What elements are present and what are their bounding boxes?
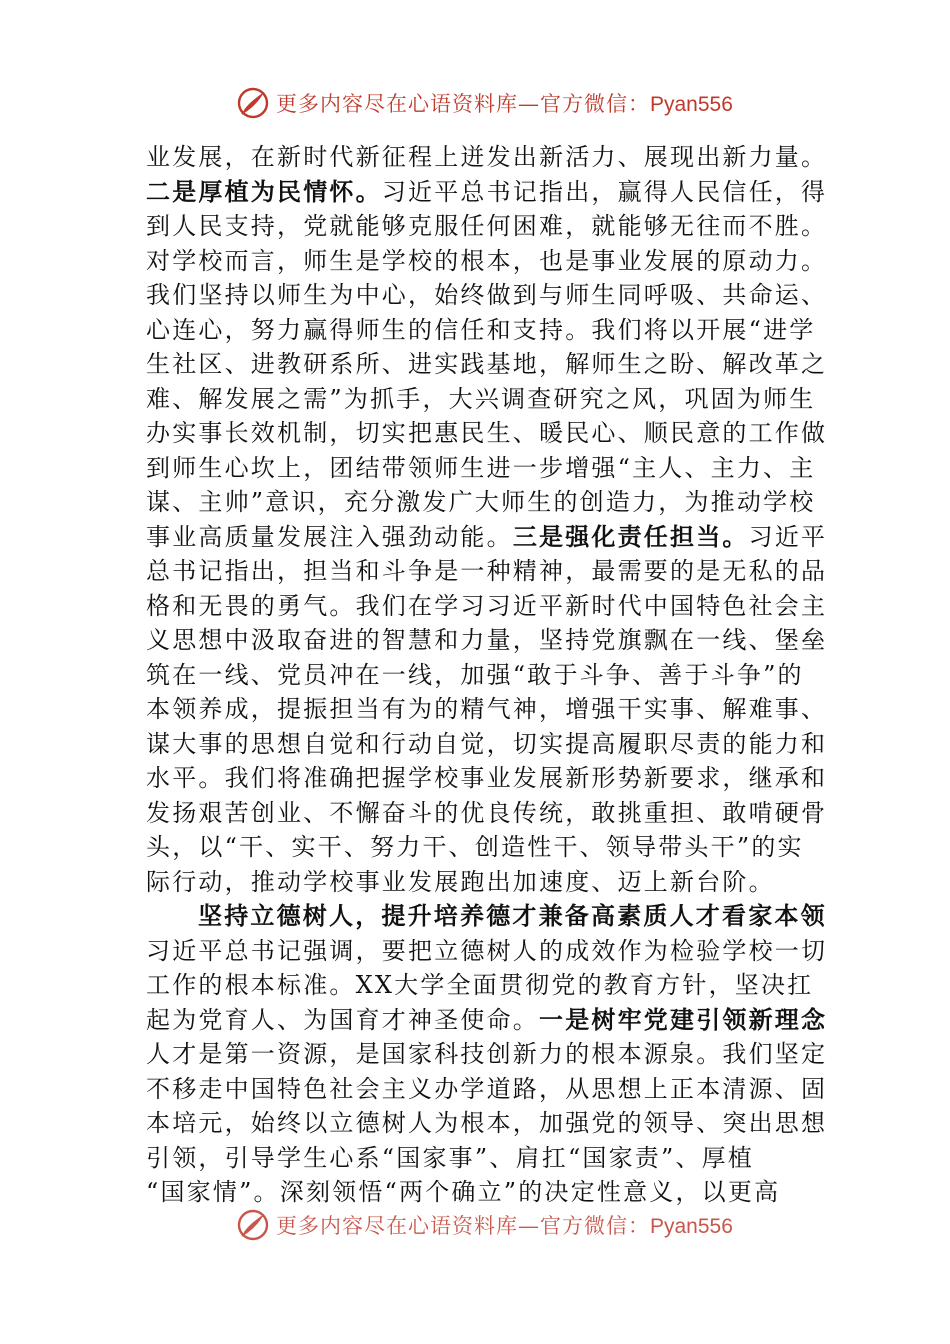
- text-line: [146, 830, 810, 865]
- text-segment: 对学校而言，师生是学校的根本，也是事业发展的原动力。: [146, 246, 828, 275]
- body-text: [146, 140, 828, 1210]
- text-segment: 本培元，始终以立德树人为根本，加强党的领导、突出思想: [146, 1109, 828, 1137]
- text-line: [146, 1037, 828, 1072]
- text-segment: 本领养成，提振担当有为的精气神，增强干实事、解难事、: [146, 695, 828, 723]
- text-segment: 心连心，努力赢得师生的信任和支持。我们将以开展“进学: [146, 315, 816, 344]
- text-line: [146, 1175, 810, 1210]
- text-line: [146, 968, 814, 1003]
- text-line: [146, 554, 828, 589]
- bold-heading-segment: 一是树牢党建引领新理念: [539, 1004, 828, 1034]
- text-segment: 到师生心坎上，团结带领师生进一步增强“主人、主力、主: [146, 453, 816, 482]
- text-segment: 起为党育人、为国育才神圣使命。: [146, 1005, 539, 1034]
- text-line: [146, 313, 816, 348]
- text-line: [146, 1072, 828, 1107]
- text-line: [146, 761, 828, 796]
- text-segment: 际行动，推动学校事业发展跑出加速度、迈上新台阶。: [146, 867, 775, 896]
- text-line: [146, 1141, 810, 1176]
- text-segment: 引领，引导学生心系“国家事”、肩扛“国家责”、厚植: [146, 1143, 755, 1172]
- text-line: [146, 589, 828, 624]
- text-segment: 事业高质量发展注入强劲动能。: [146, 522, 513, 551]
- text-line: [146, 244, 828, 279]
- bold-heading-segment: 坚持立德树人，提升培养德才兼备高素质人才看家本领: [198, 901, 827, 930]
- watermark-handle: Pyan556: [650, 1215, 733, 1238]
- text-segment: 习近平: [748, 522, 828, 551]
- quill-logo-icon: [236, 1208, 270, 1242]
- text-segment: 我们坚持以师生为中心，始终做到与师生同呼吸、共命运、: [146, 281, 828, 309]
- watermark-text: 更多内容尽在心语资料库—官方微信：Pyan556: [276, 92, 733, 116]
- text-line: [146, 865, 810, 900]
- text-line: [146, 658, 810, 693]
- text-line: [146, 520, 828, 555]
- text-segment: 水平。我们将准确把握学校事业发展新形势新要求，继承和: [146, 764, 828, 792]
- text-segment: 到人民支持，党就能够克服任何困难，就能够无往而不胜。: [146, 212, 828, 240]
- text-line: [146, 416, 828, 451]
- text-line: [146, 1003, 828, 1038]
- text-line: [146, 899, 827, 934]
- text-segment: 人才是第一资源，是国家科技创新力的根本源泉。我们坚定: [146, 1040, 828, 1068]
- text-segment: “国家情”。深刻领悟“两个确立”的决定性意义，以更高: [146, 1178, 781, 1206]
- text-segment: 业发展，在新时代新征程上迸发出新活力、展现出新力量。: [146, 143, 828, 171]
- text-line: [146, 796, 828, 831]
- text-segment: 谋大事的思想自觉和行动自觉，切实提高履职尽责的能力和: [146, 729, 828, 758]
- text-segment: 发扬艰苦创业、不懈奋斗的优良传统，敢挑重担、敢啃硬骨: [146, 798, 828, 827]
- text-segment: 习近平总书记指出，赢得人民信任，得: [381, 177, 828, 206]
- text-segment: 总书记指出，担当和斗争是一种精神，最需要的是无私的品: [146, 557, 828, 585]
- watermark-header: [236, 86, 733, 120]
- text-segment: 难、解发展之需”为抓手，大兴调查研究之风，巩固为师生: [146, 384, 816, 413]
- text-segment: 办实事长效机制，切实把惠民生、暖民心、顺民意的工作做: [146, 419, 828, 447]
- text-segment: 筑在一线、党员冲在一线，加强“敢于斗争、善于斗争”的: [146, 660, 804, 689]
- text-line: [146, 175, 828, 210]
- text-line: [146, 140, 828, 175]
- watermark-footer: [236, 1208, 733, 1242]
- text-line: [146, 692, 828, 727]
- watermark-text: 更多内容尽在心语资料库—官方微信：Pyan556: [276, 1214, 733, 1238]
- bold-heading-segment: 二是厚植为民情怀。: [146, 176, 382, 206]
- text-segment: 义思想中汲取奋进的智慧和力量，坚持党旗飘在一线、堡垒: [146, 626, 828, 654]
- text-line: [146, 485, 816, 520]
- text-segment: 习近平总书记强调，要把立德树人的成效作为检验学校一切: [146, 936, 828, 965]
- text-line: [146, 727, 828, 762]
- text-line: [146, 278, 828, 313]
- text-line: [146, 623, 828, 658]
- watermark-handle: Pyan556: [650, 93, 733, 116]
- text-line: [146, 347, 828, 382]
- text-line: [146, 382, 816, 417]
- text-line: [146, 1106, 828, 1141]
- bold-heading-segment: 三是强化责任担当。: [512, 521, 749, 551]
- text-segment: 谋、主帅”意识，充分激发广大师生的创造力，为推动学校: [146, 488, 816, 516]
- text-line: [146, 934, 828, 969]
- text-segment: 格和无畏的勇气。我们在学习习近平新时代中国特色社会主: [146, 591, 828, 620]
- text-line: [146, 209, 828, 244]
- text-segment: 工作的根本标准。XX大学全面贯彻党的教育方针，坚决扛: [146, 971, 814, 999]
- text-line: [146, 451, 816, 486]
- text-segment: 头，以“干、实干、努力干、创造性干、领导带头干”的实: [146, 833, 804, 861]
- text-segment: 不移走中国特色社会主义办学道路，从思想上正本清源、固: [146, 1074, 828, 1103]
- text-segment: 生社区、进教研系所、进实践基地，解师生之盼、解改革之: [146, 350, 828, 378]
- quill-logo-icon: [236, 86, 270, 120]
